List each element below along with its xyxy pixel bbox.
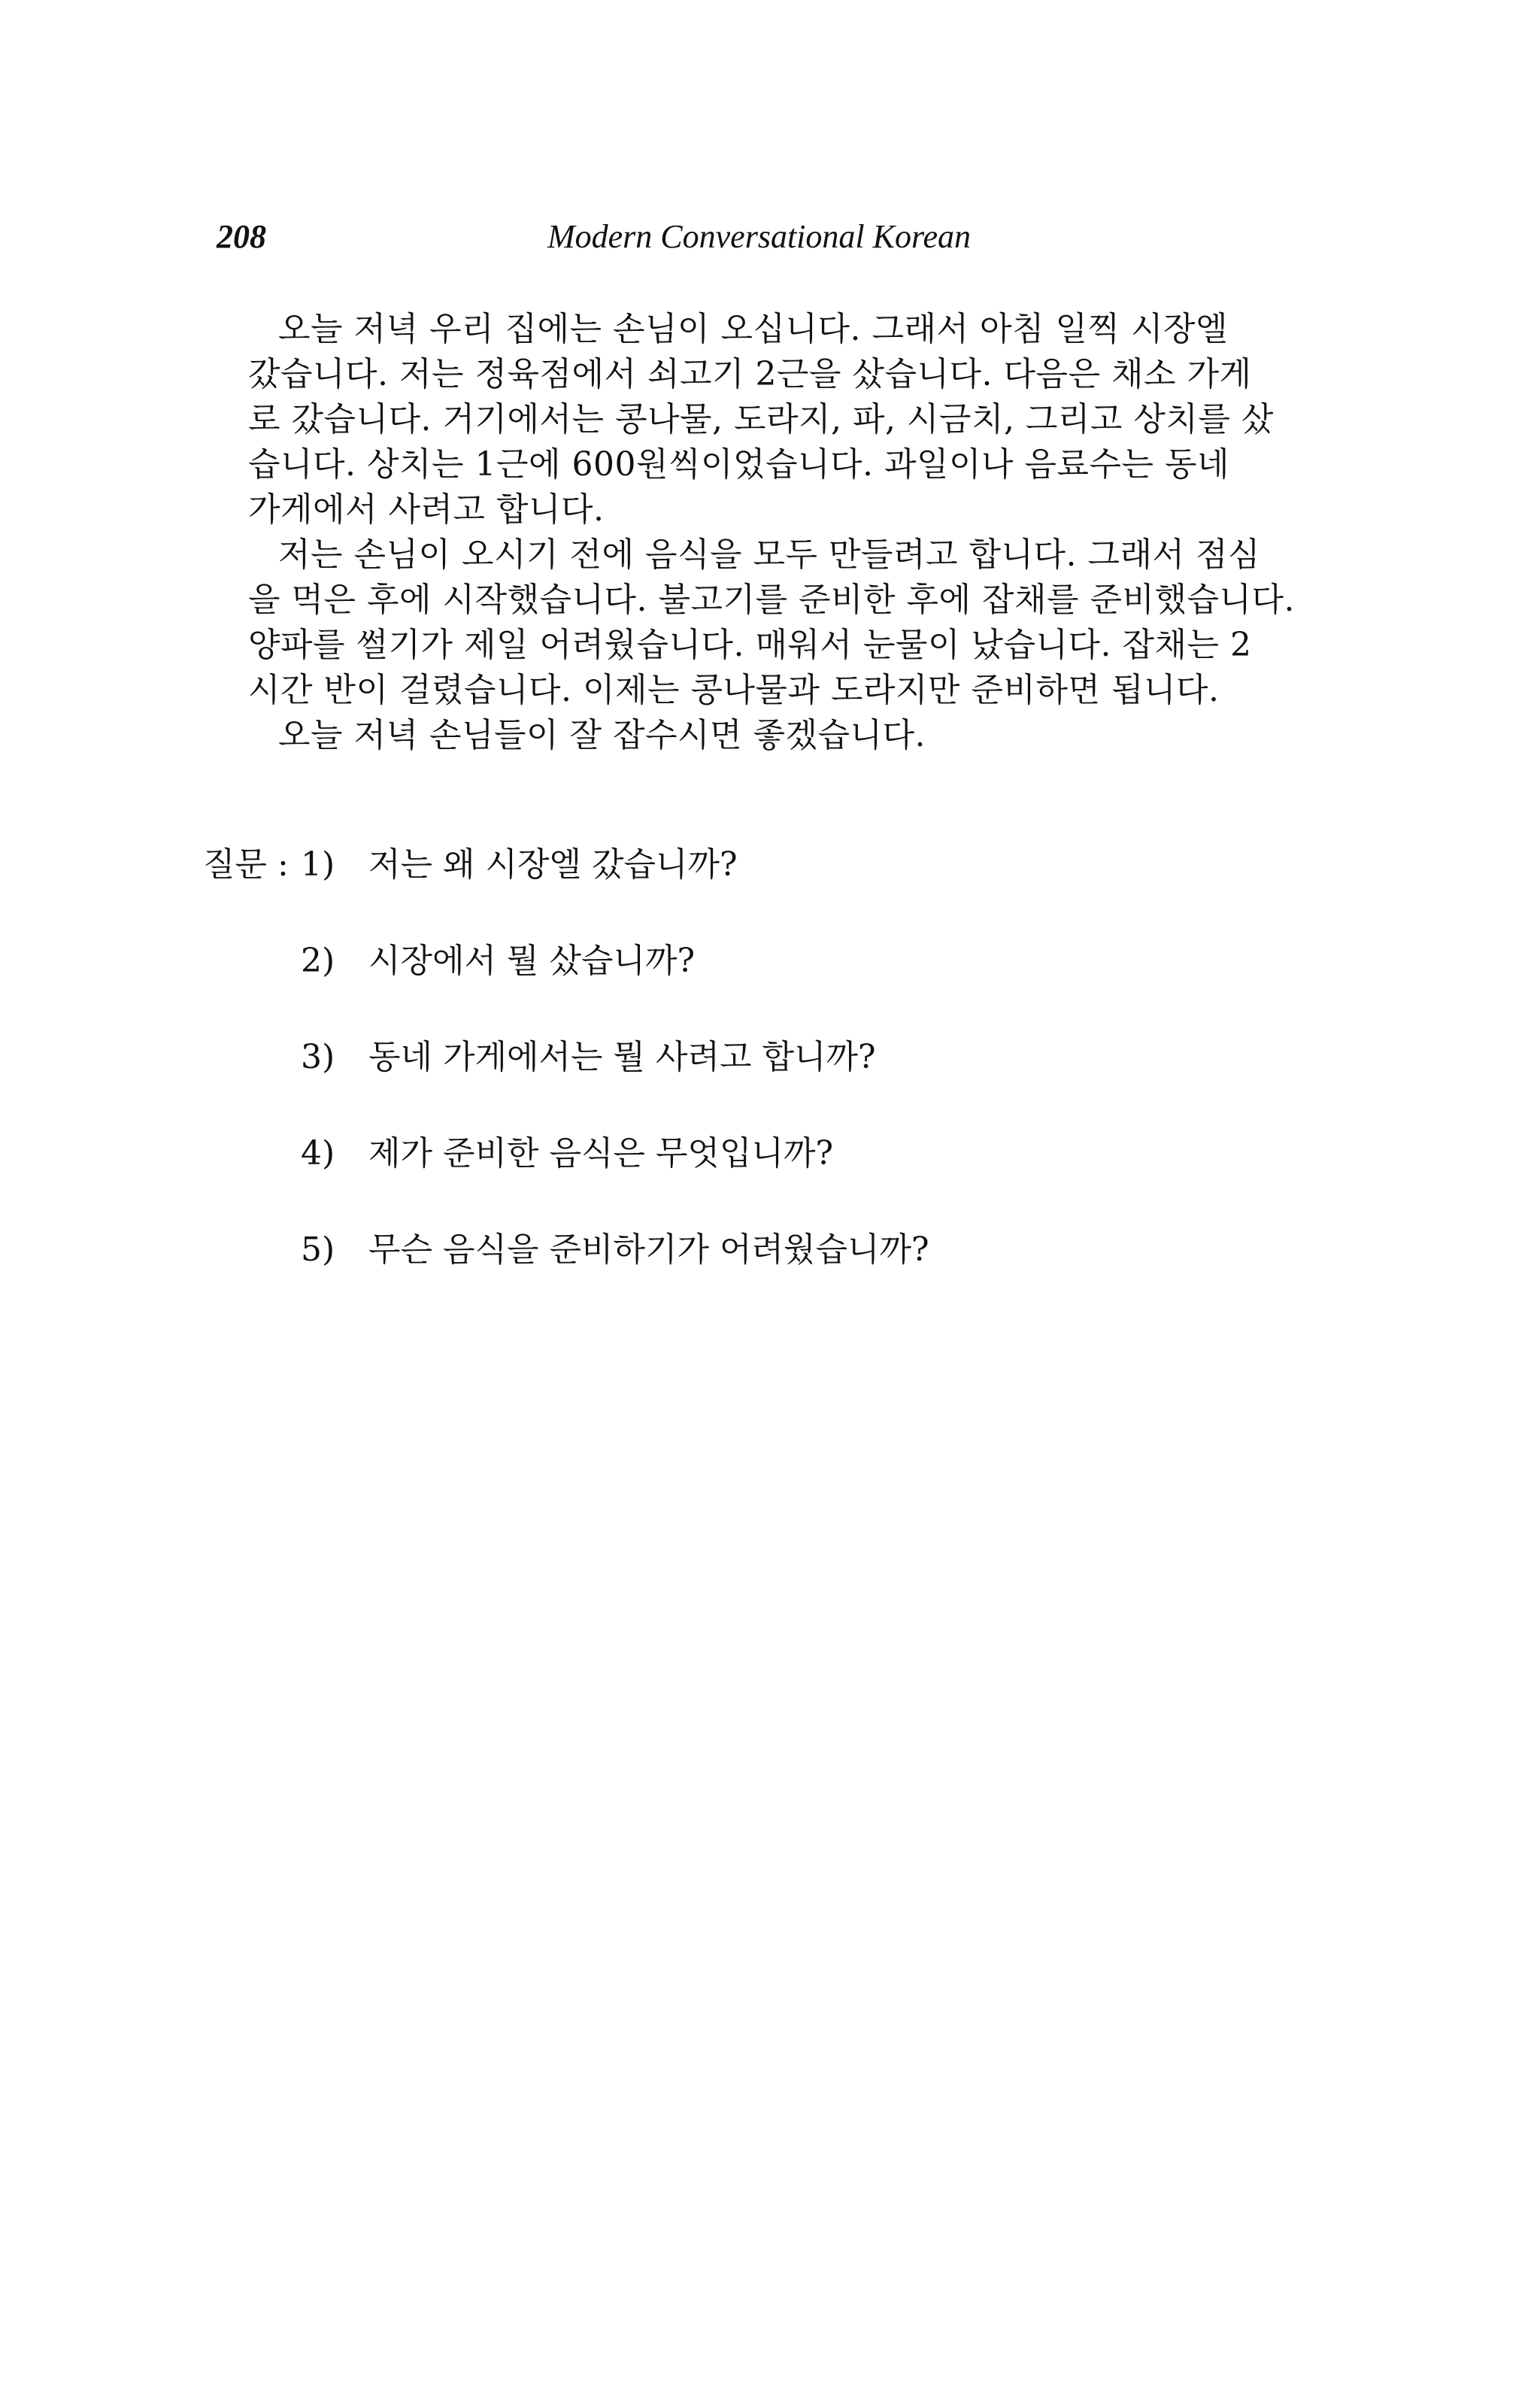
passage-line: 습니다. 상치는 1근에 600원씩이었습니다. 과일이나 음료수는 동네 xyxy=(248,445,1229,484)
question-text: 시장에서 뭘 샀습니까? xyxy=(368,942,696,980)
question-item xyxy=(301,1227,929,1273)
running-title: Modern Conversational Korean xyxy=(547,218,971,255)
question-number: 1) xyxy=(301,845,335,884)
question-item xyxy=(301,1035,876,1080)
passage-line: 저는 손님이 오시기 전에 음식을 모두 만들려고 합니다. 그래서 점심 xyxy=(278,536,1260,574)
passage-line: 갔습니다. 저는 정육점에서 쇠고기 2근을 샀습니다. 다음은 채소 가게 xyxy=(248,355,1252,393)
question-text: 무슨 음식을 준비하기가 어려웠습니까? xyxy=(368,1230,929,1269)
question-text: 제가 준비한 음식은 무엇입니까? xyxy=(368,1134,834,1173)
question-text: 저는 왜 시장엘 갔습니까? xyxy=(368,845,738,884)
question-number: 4) xyxy=(301,1134,335,1173)
question-item xyxy=(301,1131,833,1176)
questions-label: 질문 : xyxy=(203,845,289,884)
passage-line: 오늘 저녁 손님들이 잘 잡수시면 좋겠습니다. xyxy=(278,716,926,754)
question-text: 동네 가게에서는 뭘 사려고 합니까? xyxy=(368,1038,876,1076)
passage-line: 로 갔습니다. 거기에서는 콩나물, 도라지, 파, 시금치, 그리고 상치를 샀 xyxy=(248,400,1274,438)
passage-line: 시간 반이 걸렸습니다. 이제는 콩나물과 도라지만 준비하면 됩니다. xyxy=(248,671,1220,709)
passage-line: 양파를 썰기가 제일 어려웠습니다. 매워서 눈물이 났습니다. 잡채는 2 xyxy=(248,626,1252,664)
question-number: 2) xyxy=(301,942,335,980)
question-number: 5) xyxy=(301,1230,335,1269)
question-number: 3) xyxy=(301,1038,335,1076)
reading-passage xyxy=(248,307,1391,758)
question-item xyxy=(301,842,738,888)
question-item xyxy=(301,939,695,984)
passage-line: 오늘 저녁 우리 집에는 손님이 오십니다. 그래서 아침 일찍 시장엘 xyxy=(278,310,1228,348)
passage-line: 을 먹은 후에 시작했습니다. 불고기를 준비한 후에 잡채를 준비했습니다. xyxy=(248,581,1295,619)
page-number: 208 xyxy=(217,218,266,255)
passage-line: 가게에서 사려고 합니다. xyxy=(248,490,605,529)
page-header xyxy=(217,214,1390,259)
